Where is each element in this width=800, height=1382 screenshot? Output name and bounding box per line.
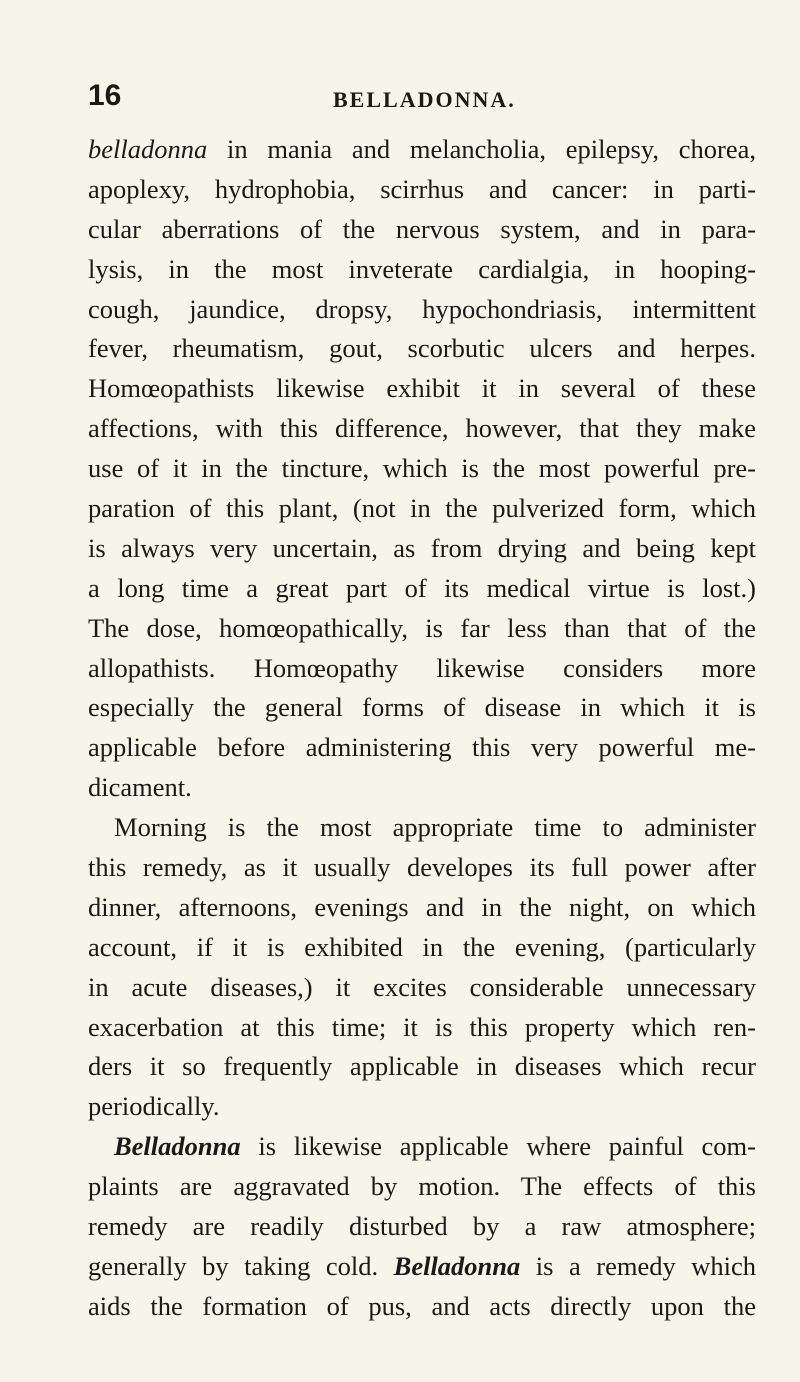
text-line [88, 848, 756, 888]
text-run: remedy are readily disturbed by a raw atmosphere; [88, 1211, 756, 1242]
text-run: is a remedy which [520, 1250, 756, 1281]
text-run: dinner, afternoons, evenings and in the night, on which [88, 891, 756, 922]
text-run: aids the formation of pus, and acts directly upon the [88, 1290, 756, 1321]
text-line [88, 489, 756, 529]
text-line [88, 768, 756, 808]
text-run: dicament. [88, 772, 192, 803]
text-run: paration of this plant, (not in the pulverized form, which [88, 493, 756, 524]
text-run: generally by taking cold. [88, 1250, 394, 1281]
text-run: Morning is the most appropriate time to administer [114, 812, 756, 843]
text-line [88, 369, 756, 409]
text-run: is likewise applicable where painful com- [240, 1131, 756, 1162]
text-run: especially the general forms of disease in which it is [88, 692, 756, 723]
text-line [88, 1287, 756, 1327]
text-run: cular aberrations of the nervous system, and in para- [88, 213, 756, 244]
text-line [88, 1008, 756, 1048]
text-line [88, 529, 756, 569]
text-line [88, 808, 756, 848]
text-run: applicable before administering this very powerful me- [88, 732, 756, 763]
text-run: this remedy, as it usually developes its full power after [88, 852, 756, 883]
text-line [88, 329, 756, 369]
text-run: Homœopathists likewise exhibit it in several of these [88, 373, 756, 404]
text-line [88, 1047, 756, 1087]
text-run: periodically. [88, 1091, 220, 1122]
text-run: in acute diseases,) it excites considerable unnecessary [88, 971, 756, 1002]
emphasized-text: Belladonna [393, 1250, 521, 1281]
text-line [88, 1247, 756, 1287]
text-line [88, 928, 756, 968]
text-run: use of it in the tincture, which is the most powerful pre- [88, 453, 756, 484]
text-line [88, 1207, 756, 1247]
text-run: ders it so frequently applicable in diseases which recur [88, 1051, 756, 1082]
text-line [88, 210, 756, 250]
emphasized-text: Belladonna [114, 1131, 241, 1162]
page-header [88, 76, 758, 116]
text-line [88, 250, 756, 290]
text-line [88, 409, 756, 449]
text-run: The dose, homœopathically, is far less than that of the [88, 612, 756, 643]
text-line [88, 170, 756, 210]
text-line [88, 449, 756, 489]
text-run: a long time a great part of its medical virtue is lost.) [88, 572, 756, 603]
running-head: BELLADONNA. [333, 87, 516, 112]
text-run: allopathists. Homœopathy likewise considers more [88, 652, 756, 683]
text-line [88, 1087, 756, 1127]
text-line [88, 290, 756, 330]
text-run: affections, with this difference, however, that they make [88, 413, 756, 444]
text-line [88, 569, 756, 609]
text-run: in mania and melancholia, epilepsy, chorea, [207, 134, 756, 164]
text-run: account, if it is exhibited in the evening, (particularly [88, 931, 756, 962]
page-number: 16 [88, 79, 122, 112]
text-line [88, 130, 756, 170]
text-line [88, 888, 756, 928]
text-line [88, 1167, 756, 1207]
text-run: lysis, in the most inveterate cardialgia, in hooping- [88, 253, 756, 284]
text-line [88, 1127, 756, 1167]
text-line [88, 968, 756, 1008]
text-run: fever, rheumatism, gout, scorbutic ulcers and herpes. [88, 333, 756, 364]
body-text [88, 130, 756, 1327]
text-run: apoplexy, hydrophobia, scirrhus and cancer: in parti- [88, 173, 756, 204]
text-line [88, 688, 756, 728]
text-run: exacerbation at this time; it is this property which ren- [88, 1011, 756, 1042]
text-run: cough, jaundice, dropsy, hypochondriasis, intermittent [88, 293, 756, 324]
text-line [88, 609, 756, 649]
text-line [88, 728, 756, 768]
text-run: plaints are aggravated by motion. The effects of this [88, 1171, 756, 1202]
emphasized-text: belladonna [88, 134, 208, 164]
text-line [88, 649, 756, 689]
text-run: is always very uncertain, as from drying and being kept [88, 532, 756, 563]
